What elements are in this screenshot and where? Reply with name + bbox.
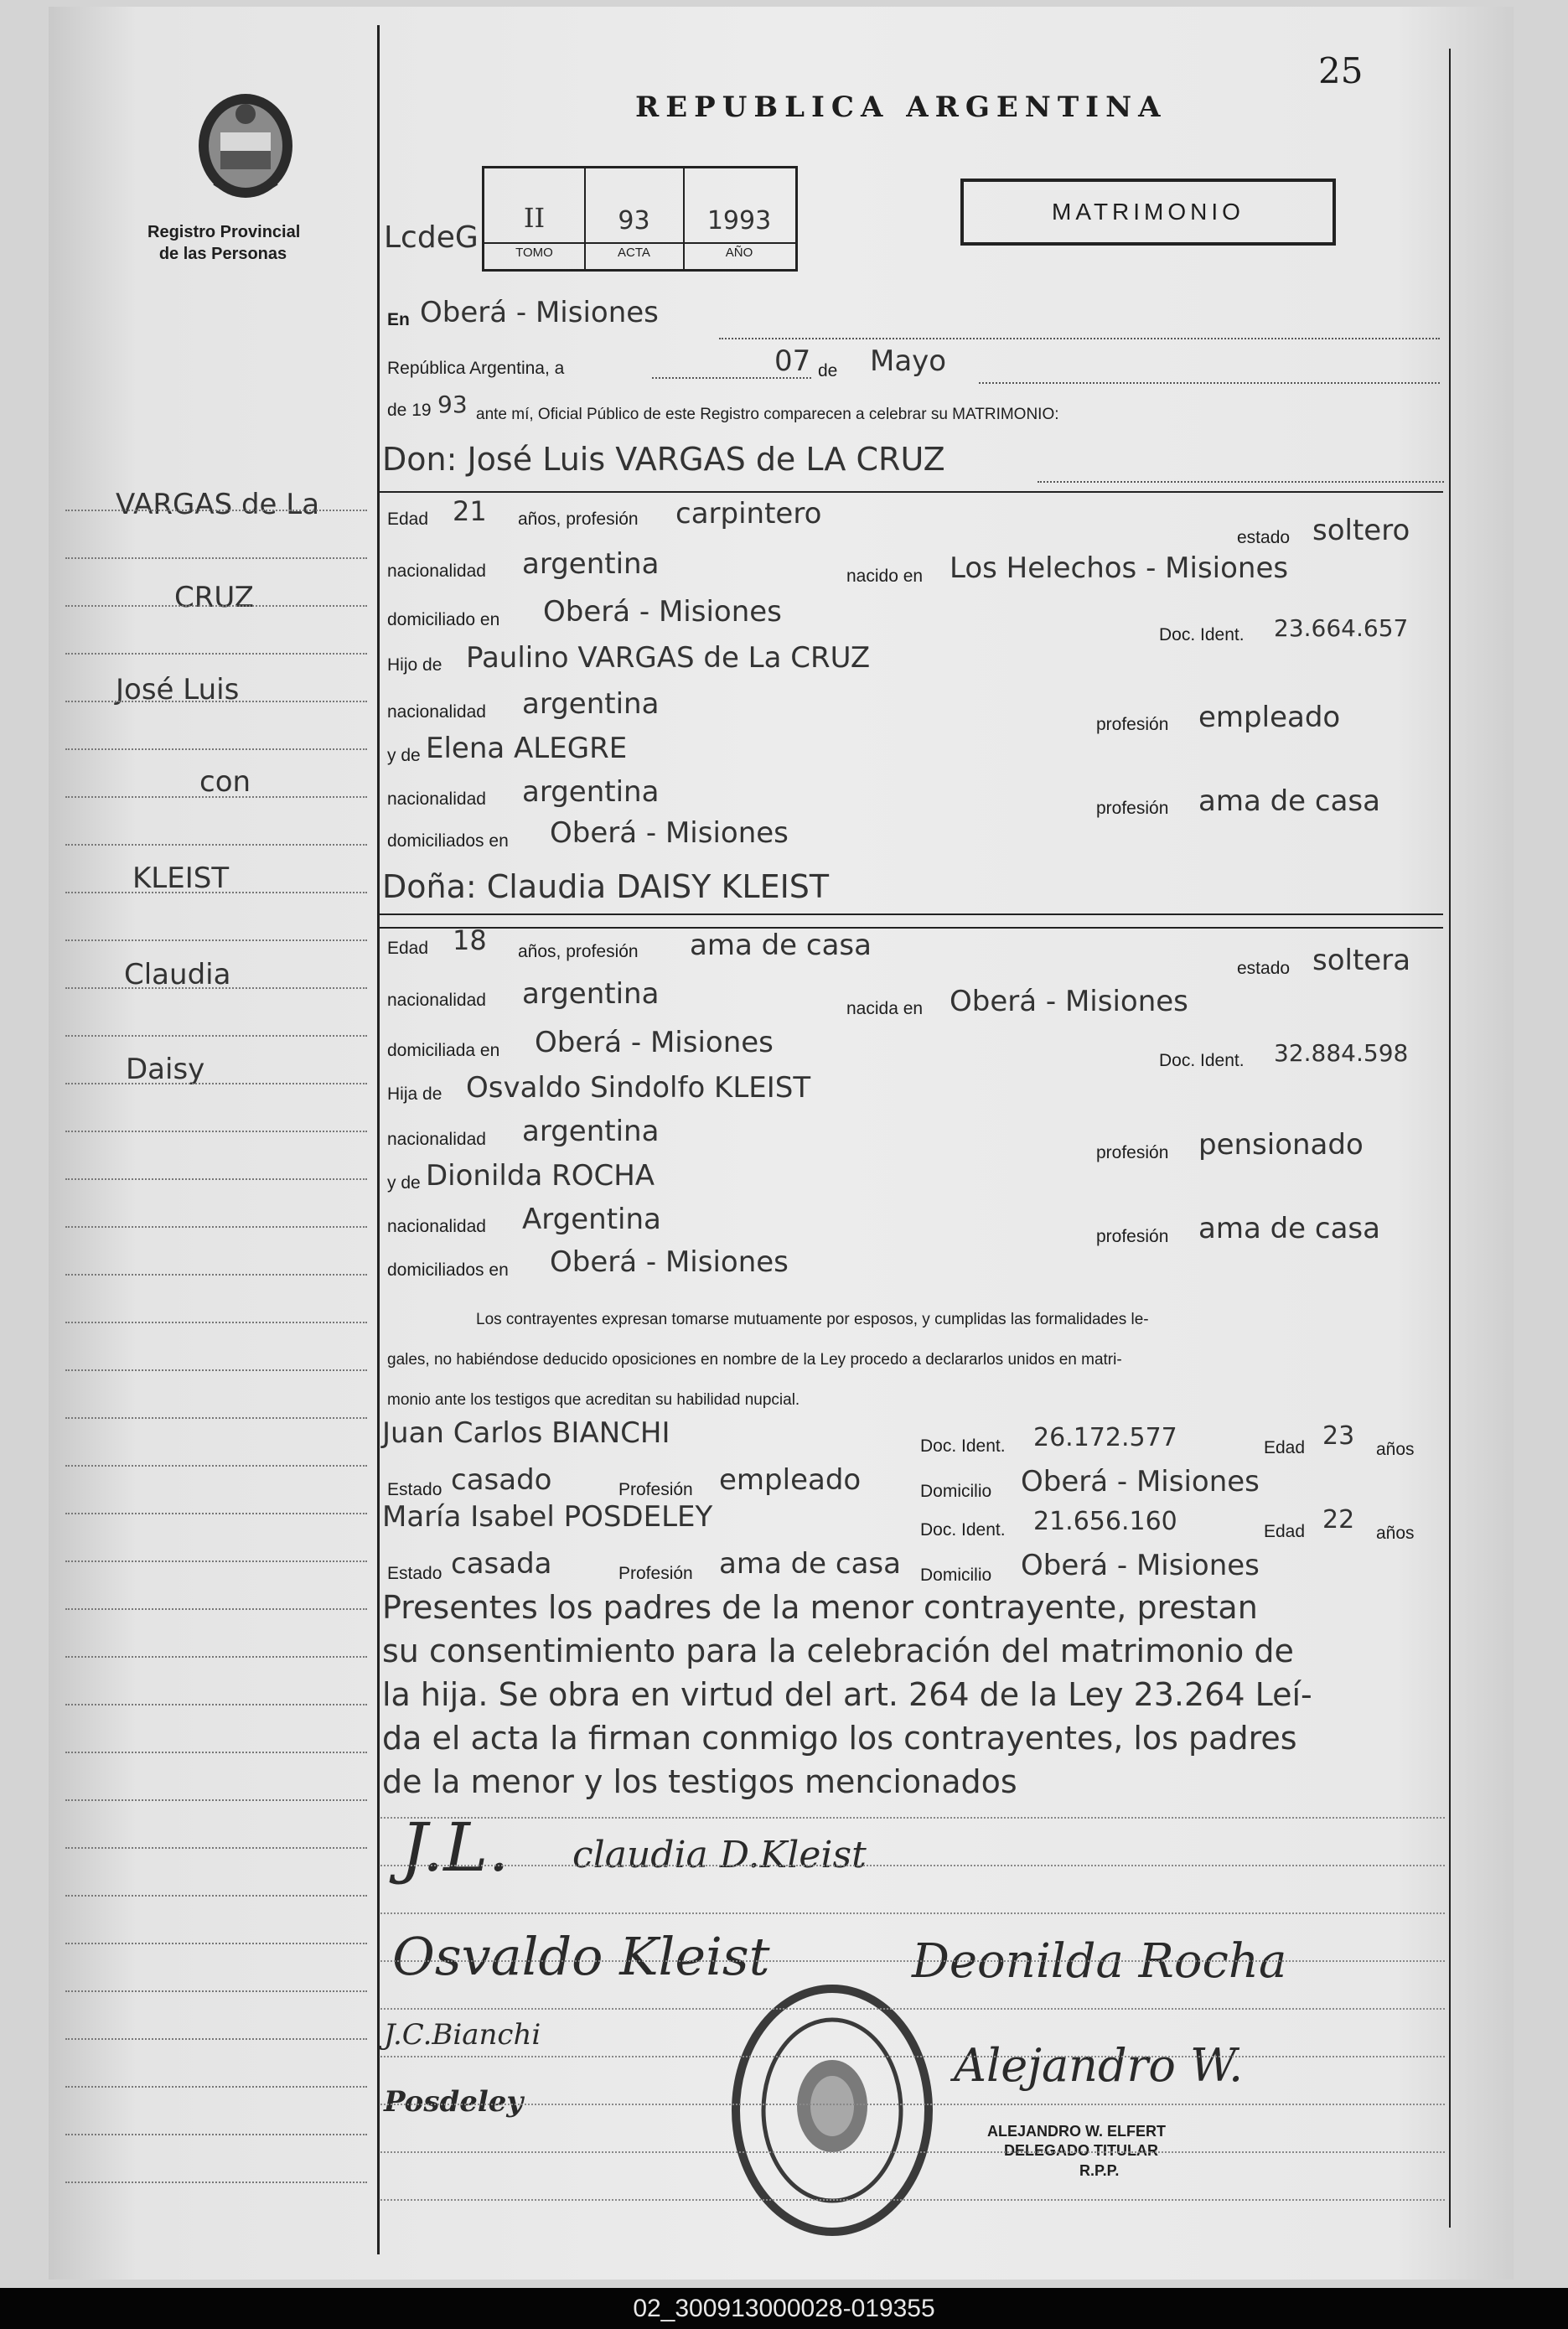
witness-edad-label: Edad: [1264, 1522, 1306, 1541]
margin-ruled-line: [65, 1322, 367, 1323]
witness-dom-label: Domicilio: [920, 1566, 992, 1585]
margin-note: KLEIST: [132, 862, 230, 895]
bride-parents-dom-label: domiciliados en: [387, 1260, 509, 1280]
official-code: R.P.P.: [1079, 2162, 1120, 2179]
witness-doc: 21.656.160: [1033, 1507, 1177, 1536]
bride-father: Osvaldo Sindolfo KLEIST: [466, 1071, 811, 1105]
margin-note: José Luis: [116, 673, 240, 706]
margin-ruled-line: [65, 2134, 367, 2135]
mother-signature: Deonilda Rocha: [912, 1934, 1287, 1989]
margin-ruled-line: [65, 1465, 367, 1467]
witness-edad: 22: [1322, 1505, 1355, 1535]
witness-prof-label: Profesión: [618, 1480, 693, 1499]
groom-mother-nac: argentina: [522, 775, 660, 809]
declaration-line: monio ante los testigos que acreditan su habilidad nupcial.: [387, 1391, 800, 1409]
signature-ruled-line: [380, 1912, 1445, 1914]
ano-value: 1993: [706, 206, 772, 235]
groom-edad: 21: [453, 495, 487, 527]
place-value: Oberá - Misiones: [420, 296, 659, 329]
margin-ruled-line: [65, 1608, 367, 1610]
margin-ruled-line: [65, 1369, 367, 1371]
bride-mother-nac: Argentina: [522, 1203, 661, 1236]
groom-father-label: Hijo de: [387, 655, 442, 675]
groom-nacionalidad: argentina: [522, 547, 660, 581]
note-line: da el acta la firman conmigo los contrayentes, los padres: [382, 1720, 1297, 1757]
bride-father-prof: pensionado: [1198, 1128, 1364, 1162]
tomo-label: TOMO: [515, 246, 553, 260]
tomo-acta-ano-table: [482, 166, 798, 272]
margin-note: Daisy: [126, 1053, 205, 1086]
date-text: ante mí, Oficial Público de este Registro comparecen a celebrar su MATRIMONIO:: [476, 406, 1059, 423]
groom-anos-prof-label: años, profesión: [518, 510, 639, 529]
date-year-prefix: de 19: [387, 401, 432, 420]
witness-anos: años: [1376, 1440, 1415, 1459]
bride-father-nac: argentina: [522, 1115, 660, 1148]
witness-anos: años: [1376, 1524, 1415, 1543]
date-month: Mayo: [870, 344, 947, 378]
margin-ruled-line: [65, 748, 367, 750]
margin-note: CRUZ: [174, 581, 254, 614]
witness-doc: 26.172.577: [1033, 1423, 1177, 1452]
margin-ruled-line: [65, 1752, 367, 1753]
margin-ruled-line: [65, 1560, 367, 1562]
bride-anos-prof-label: años, profesión: [518, 942, 639, 961]
official-seal: [727, 1980, 937, 2244]
bride-nacido: Oberá - Misiones: [950, 985, 1188, 1018]
groom-estado: soltero: [1312, 514, 1410, 547]
groom-edad-label: Edad: [387, 510, 429, 529]
signature-ruled-line: [380, 1960, 1445, 1962]
margin-ruled-line: [65, 844, 367, 846]
groom-domicilio: Oberá - Misiones: [543, 595, 782, 629]
witness-doc-label: Doc. Ident.: [920, 1520, 1006, 1540]
declaration-line: gales, no habiéndose deducido oposiciones en nombre de la Ley procedo a declararlos unidos en matri-: [387, 1351, 1122, 1369]
bride-mother-prof: ama de casa: [1198, 1212, 1380, 1245]
margin-ruled-line: [65, 1799, 367, 1801]
margin-ruled-line: [65, 1417, 367, 1419]
official-name: ALEJANDRO W. ELFERT: [987, 2123, 1167, 2140]
father-signature: Osvaldo Kleist: [392, 1926, 770, 1987]
bride-dom-label: domiciliada en: [387, 1041, 500, 1060]
bride-doc: 32.884.598: [1274, 1039, 1409, 1067]
groom-estado-label: estado: [1237, 528, 1291, 547]
groom-profesion: carpintero: [675, 497, 822, 530]
groom-nac-label: nacionalidad: [387, 562, 486, 581]
date-de: de: [818, 361, 838, 380]
witness-domicilio: Oberá - Misiones: [1021, 1549, 1260, 1582]
signature-ruled-line: [380, 1817, 1445, 1819]
margin-ruled-line: [65, 1274, 367, 1276]
margin-ruled-line: [65, 1035, 367, 1037]
margin-ruled-line: [65, 1226, 367, 1228]
bride-father-label: Hija de: [387, 1084, 442, 1104]
right-rule: [1449, 49, 1451, 2228]
margin-ruled-line: [65, 939, 367, 941]
margin-ruled-line: [65, 892, 367, 893]
witness-estado-label: Estado: [387, 1564, 442, 1583]
bride-mother: Dionilda ROCHA: [426, 1159, 655, 1193]
margin-ruled-line: [65, 510, 367, 511]
margin-ruled-line: [65, 1847, 367, 1849]
record-type-box: MATRIMONIO: [960, 179, 1336, 246]
margin-ruled-line: [65, 1131, 367, 1132]
groom-father: Paulino VARGAS de La CRUZ: [466, 641, 871, 675]
groom-name: Don: José Luis VARGAS de LA CRUZ: [382, 441, 945, 478]
bride-signature: claudia D.Kleist: [572, 1834, 867, 1876]
tomo-value: II: [523, 202, 546, 234]
bride-parents-dom: Oberá - Misiones: [550, 1245, 789, 1279]
page-number: 25: [1318, 50, 1364, 91]
signature-ruled-line: [380, 2199, 1445, 2201]
groom-parents-dom: Oberá - Misiones: [550, 816, 789, 850]
note-line: de la menor y los testigos mencionados: [382, 1763, 1017, 1800]
bride-domicilio: Oberá - Misiones: [535, 1026, 774, 1059]
groom-father-nac: argentina: [522, 687, 660, 721]
bride-mother-nac-label: nacionalidad: [387, 1217, 486, 1236]
groom-mother-label: y de: [387, 746, 421, 765]
margin-ruled-line: [65, 605, 367, 607]
margin-ruled-line: [65, 796, 367, 798]
margin-ruled-line: [65, 557, 367, 559]
note-line: la hija. Se obra en virtud del art. 264 de la Ley 23.264 Leí-: [382, 1676, 1312, 1713]
witness-name: Juan Carlos BIANCHI: [382, 1416, 670, 1450]
groom-mother-prof: ama de casa: [1198, 784, 1380, 818]
coat-of-arms-emblem: [191, 91, 300, 208]
official-title: DELEGADO TITULAR: [1004, 2142, 1158, 2159]
groom-doc: 23.664.657: [1274, 614, 1409, 642]
margin-ruled-line: [65, 653, 367, 655]
groom-mother: Elena ALEGRE: [426, 732, 628, 765]
groom-mother-prof-label: profesión: [1096, 799, 1169, 818]
witness-profesion: empleado: [719, 1463, 862, 1497]
bride-nac-label: nacionalidad: [387, 991, 486, 1010]
witness-name: María Isabel POSDELEY: [382, 1500, 713, 1534]
margin-ruled-line: [65, 1178, 367, 1180]
bride-edad-label: Edad: [387, 939, 429, 958]
bride-nacionalidad: argentina: [522, 977, 660, 1011]
groom-signature: J.L.: [401, 1809, 510, 1886]
bride-father-nac-label: nacionalidad: [387, 1130, 486, 1149]
acta-value: 93: [618, 206, 650, 235]
margin-rule: [377, 25, 380, 2254]
groom-mother-nac-label: nacionalidad: [387, 789, 486, 809]
signature-ruled-line: [380, 2056, 1445, 2057]
date-year-suffix: 93: [437, 391, 468, 418]
bride-profesion: ama de casa: [690, 929, 872, 962]
groom-father-nac-label: nacionalidad: [387, 702, 486, 722]
witness-dom-label: Domicilio: [920, 1482, 992, 1501]
witness1-signature: J.C.Bianchi: [384, 2018, 541, 2052]
margin-ruled-line: [65, 1895, 367, 1897]
witness-edad: 23: [1322, 1421, 1355, 1451]
groom-nacido: Los Helechos - Misiones: [950, 551, 1289, 585]
margin-ruled-line: [65, 701, 367, 702]
witness2-signature: Posdeley: [384, 2085, 524, 2119]
page-title: REPUBLICA ARGENTINA: [635, 91, 1167, 124]
margin-note: VARGAS de La: [116, 488, 320, 521]
office-name-line1: Registro Provincial: [147, 223, 301, 241]
note-line: su consentimiento para la celebración del matrimonio de: [382, 1633, 1294, 1669]
note-line: Presentes los padres de la menor contrayente, prestan: [382, 1589, 1258, 1626]
bride-estado-label: estado: [1237, 959, 1291, 978]
margin-ruled-line: [65, 1704, 367, 1705]
margin-note: con: [199, 765, 251, 799]
date-day: 07: [774, 344, 811, 378]
margin-ruled-line: [65, 1943, 367, 1944]
declaration-line: Los contrayentes expresan tomarse mutuamente por esposos, y cumplidas las formalidades le-: [476, 1311, 1149, 1328]
margin-ruled-line: [65, 1083, 367, 1084]
bride-name: Doña: Claudia DAISY KLEIST: [382, 868, 830, 905]
groom-father-prof: empleado: [1198, 701, 1341, 734]
margin-ruled-line: [65, 1513, 367, 1514]
margin-ruled-line: [65, 1656, 367, 1658]
margin-ruled-line: [65, 2038, 367, 2040]
witness-estado: casado: [451, 1463, 552, 1497]
witness-estado: casada: [451, 1547, 552, 1581]
bride-doc-label: Doc. Ident.: [1159, 1051, 1245, 1070]
groom-nacido-label: nacido en: [846, 567, 924, 586]
groom-father-prof-label: profesión: [1096, 715, 1169, 734]
acta-label: ACTA: [618, 246, 650, 260]
witness-edad-label: Edad: [1264, 1438, 1306, 1457]
groom-doc-label: Doc. Ident.: [1159, 625, 1245, 644]
margin-ruled-line: [65, 2086, 367, 2088]
book-code: LcdeG: [384, 220, 479, 255]
signature-ruled-line: [380, 2008, 1445, 2010]
ano-label: AÑO: [725, 246, 753, 260]
witness-estado-label: Estado: [387, 1480, 442, 1499]
margin-note: Claudia: [124, 958, 231, 991]
margin-ruled-line: [65, 987, 367, 989]
official-signature: Alejandro W.: [954, 2039, 1244, 2092]
groom-dom-label: domiciliado en: [387, 610, 500, 629]
witness-doc-label: Doc. Ident.: [920, 1436, 1006, 1456]
margin-ruled-line: [65, 1990, 367, 1992]
margin-ruled-line: [65, 2181, 367, 2183]
place-label: En: [387, 310, 410, 329]
witness-profesion: ama de casa: [719, 1547, 901, 1581]
signature-ruled-line: [380, 2151, 1445, 2153]
witness-domicilio: Oberá - Misiones: [1021, 1465, 1260, 1498]
scan-footer-id: 02_300913000028-019355: [0, 2288, 1568, 2329]
bride-edad: 18: [453, 924, 487, 956]
bride-estado: soltera: [1312, 944, 1411, 977]
bride-mother-label: y de: [387, 1173, 421, 1193]
bride-nacido-label: nacida en: [846, 999, 924, 1018]
witness-prof-label: Profesión: [618, 1564, 693, 1583]
signature-ruled-line: [380, 1865, 1445, 1866]
bride-mother-prof-label: profesión: [1096, 1227, 1169, 1246]
groom-parents-dom-label: domiciliados en: [387, 831, 509, 851]
signature-ruled-line: [380, 2104, 1445, 2105]
register-page: [49, 7, 1514, 2280]
date-prefix: República Argentina, a: [387, 359, 565, 378]
office-name-line2: de las Personas: [158, 245, 287, 263]
bride-father-prof-label: profesión: [1096, 1143, 1169, 1162]
